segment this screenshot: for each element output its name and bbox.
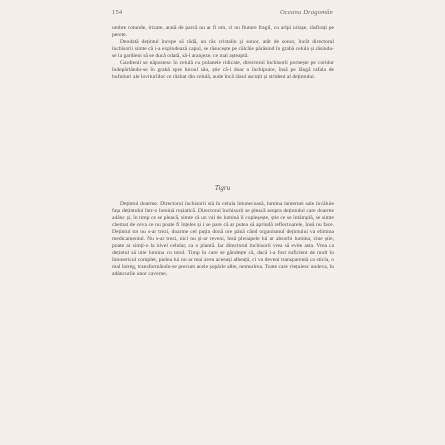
section-title: Tigru	[214, 184, 231, 192]
paragraph: Dețintul doarme. Directorul închisorii stă în celula întunecoasă, lumina lanternei sale învăluie fața dețintului într-o lumină roșiatică. Directorul închisorii se pleacă asupra dețintului care doarme adânc și, în timp ce se pleacă, simte că un val de lumină îl copleșește, știe ce se întâmplă, se simte chemat de ceva ce nu poate fi înțeles și i se pare că ar putea să aprindă reflectoarele, însă nu face. Dețintul tot nu s-ar trezi, doarme cel puțin două ore până când organismul dețintului va elimina medicamentul. Nu s-ar trezi, nici nu și-ar reveni, însă pleoapele lui ar absorbi lumina, cine știe, poate ar simți-o la nivel celular, ca o plantă. Iar directorul închisorii vrea să evite asta. Vrea ca dețintul să uite lumina cu totul. Timp în care se gândește că, dacă i-a fost suficient de mult în întunericul complet, pielea lui nu ar mai avea aceeași albeață, ci va deveni transparentă ca sticla, o mal întreg, transformându-se precum acele șopârle albe, nemurirea. Toate care viețuiesc undeva, în adâncurile unor caverne,	[112, 201, 334, 278]
page-header	[112, 9, 333, 16]
lower-text-block	[112, 201, 334, 429]
paragraph: Deodată dețintul începe să râdă, un râs cristalin și sonor, atât de sonor, încât directorul închisorii simte că i-a explodează capul, se răsucește pe călcâie părăsind în grabă celula și răsindu-se la gardieni să se ducă odată, să-l aranjeze, ce mai așteaptă.	[112, 39, 334, 60]
paragraph: Gardienii se năpustesc în celulă cu pulanele ridicate, directorul închisorii pornește pe coridor îndepărtându-se în grabă spre biroul său, știe că-i doar o închipuire, însă pe lângă rafala de bufnituri ale lovituriilor ce răzbat din celulă, aude încă râsul ascuțit și strident al dețintului.	[112, 60, 334, 81]
running-head: Oceanu Dragomân	[279, 9, 333, 16]
paragraph: umbre rotunde, irizate, arată de parcă nu ar fi om, ci un fluture fragil, cu aripi uriașe, răsfirați pe perete.	[112, 25, 334, 39]
page-number: 154	[112, 9, 123, 16]
upper-text-block	[112, 25, 334, 178]
